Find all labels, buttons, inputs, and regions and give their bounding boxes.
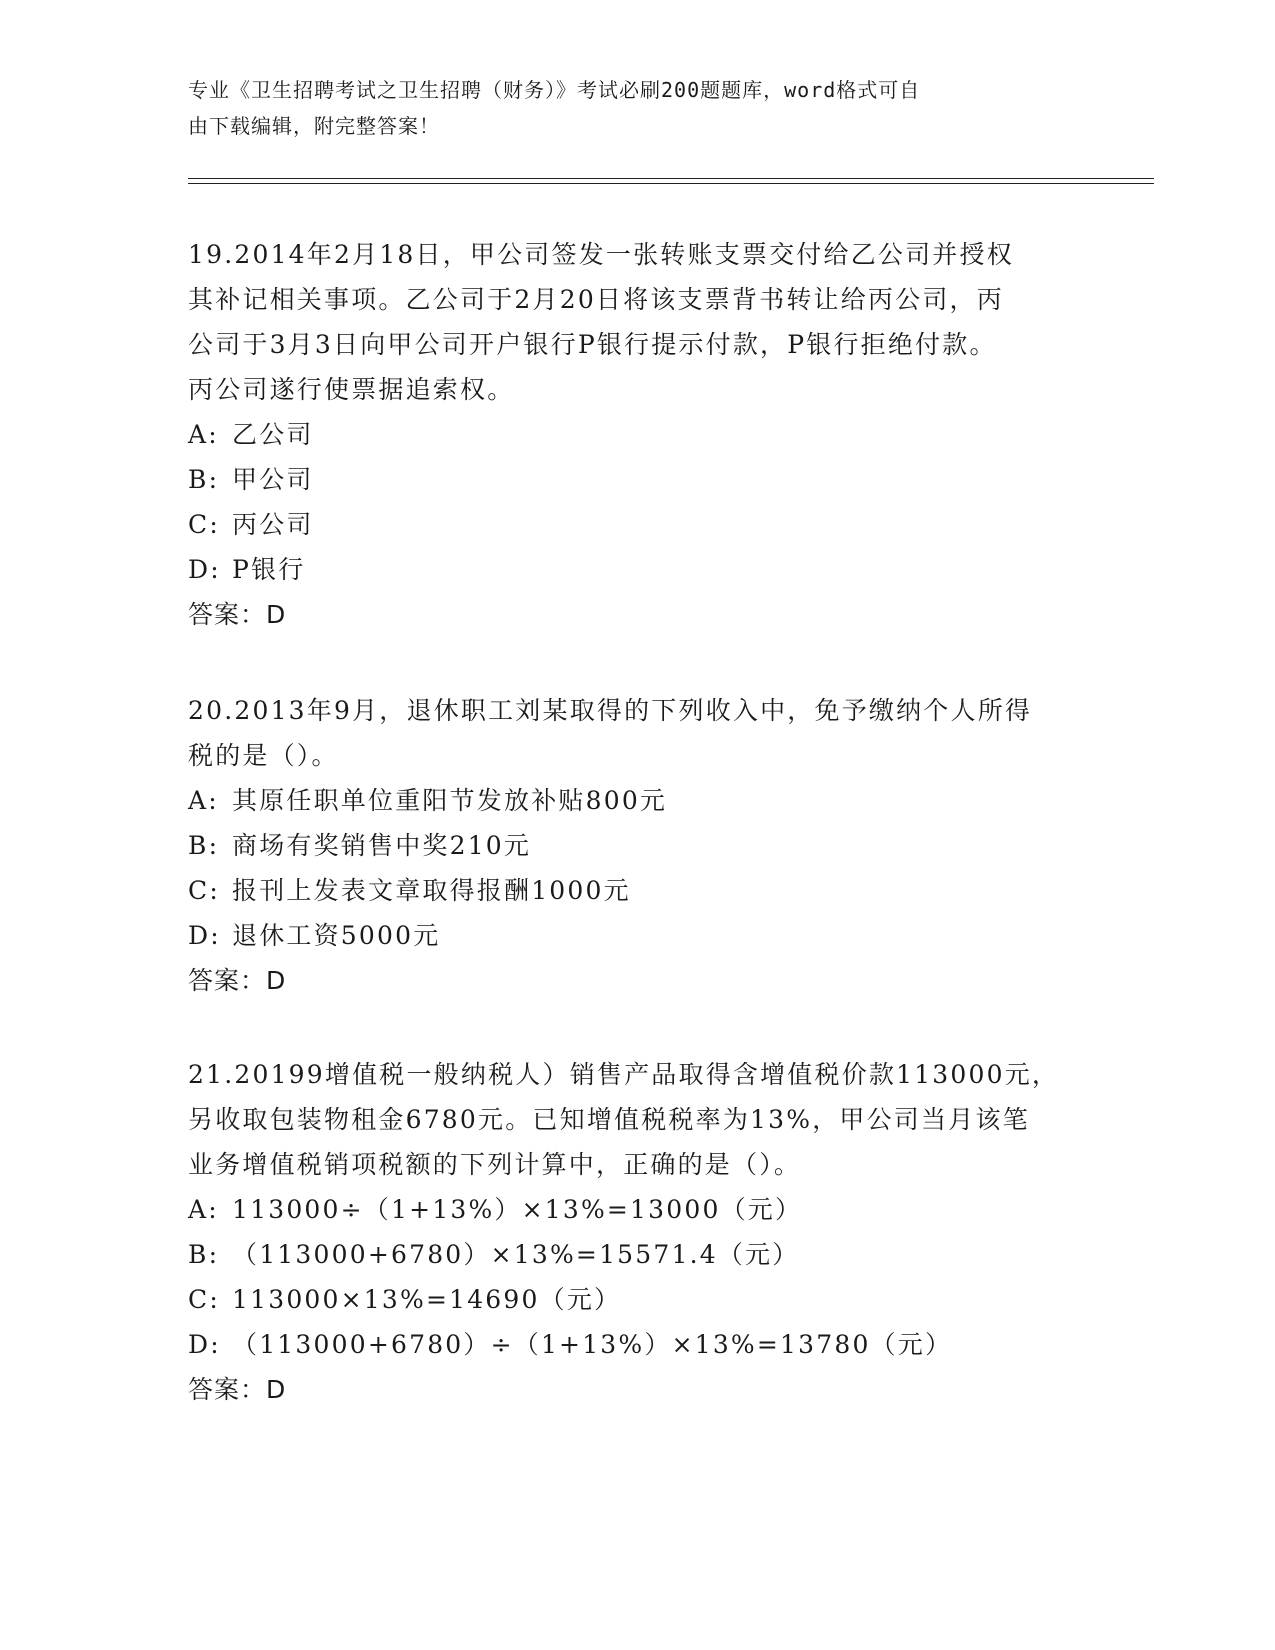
option-text: 其原任职单位重阳节发放补贴800元 <box>232 786 668 815</box>
header-line-2: 由下载编辑，附完整答案！ <box>188 114 440 138</box>
option-d <box>188 1322 1088 1367</box>
question-stem-line: 公司于3月3日向甲公司开户银行P银行提示付款，P银行拒绝付款。 <box>188 330 997 359</box>
option-key: A: <box>188 420 219 449</box>
option-key: D: <box>188 555 221 584</box>
option-text: 113000×13%=14690（元） <box>232 1285 622 1314</box>
option-text: 甲公司 <box>232 465 314 494</box>
question-20 <box>188 688 1088 1003</box>
document-header <box>188 72 1068 144</box>
option-text: P银行 <box>232 555 306 584</box>
option-c <box>188 868 1088 913</box>
question-19 <box>188 232 1088 637</box>
option-key: A: <box>188 786 219 815</box>
option-a <box>188 412 1088 457</box>
question-stem-line: 21.20199增值税一般纳税人）销售产品取得含增值税价款113000元， <box>188 1060 1060 1089</box>
question-stem-line: 税的是（）。 <box>188 741 339 770</box>
option-b <box>188 823 1088 868</box>
option-key: D: <box>188 1330 221 1359</box>
option-text: 商场有奖销售中奖210元 <box>232 831 532 860</box>
question-stem-line: 另收取包装物租金6780元。已知增值税税率为13%，甲公司当月该笔 <box>188 1105 1030 1134</box>
option-key: C: <box>188 876 220 905</box>
option-text: （113000+6780）×13%=15571.4（元） <box>232 1240 800 1269</box>
option-a <box>188 778 1088 823</box>
option-d <box>188 547 1088 592</box>
option-text: 113000÷（1+13%）×13%=13000（元） <box>232 1195 803 1224</box>
answer-line: 答案：D <box>188 966 287 995</box>
option-key: B: <box>188 1240 220 1269</box>
option-key: A: <box>188 1195 219 1224</box>
question-stem-line: 业务增值税销项税额的下列计算中，正确的是（）。 <box>188 1150 802 1179</box>
question-21 <box>188 1052 1088 1412</box>
option-key: C: <box>188 510 220 539</box>
question-stem-line: 19.2014年2月18日，甲公司签发一张转账支票交付给乙公司并授权 <box>188 240 1014 269</box>
option-c <box>188 502 1088 547</box>
answer-line: 答案：D <box>188 1375 287 1404</box>
option-text: 乙公司 <box>232 420 314 449</box>
option-key: B: <box>188 465 220 494</box>
option-key: C: <box>188 1285 220 1314</box>
option-c <box>188 1277 1088 1322</box>
option-text: 丙公司 <box>232 510 314 539</box>
option-text: （113000+6780）÷（1+13%）×13%=13780（元） <box>232 1330 953 1359</box>
header-divider-top <box>188 178 1154 179</box>
option-text: 报刊上发表文章取得报酬1000元 <box>232 876 631 905</box>
option-key: B: <box>188 831 220 860</box>
question-stem-line: 丙公司遂行使票据追索权。 <box>188 375 515 404</box>
answer-line: 答案：D <box>188 600 287 629</box>
question-stem-line: 20.2013年9月，退休职工刘某取得的下列收入中，免予缴纳个人所得 <box>188 696 1033 725</box>
option-key: D: <box>188 921 221 950</box>
option-a <box>188 1187 1088 1232</box>
header-line-1: 专业《卫生招聘考试之卫生招聘（财务）》考试必刷200题题库，word格式可自 <box>188 78 921 102</box>
option-b <box>188 457 1088 502</box>
option-text: 退休工资5000元 <box>232 921 441 950</box>
question-stem-line: 其补记相关事项。乙公司于2月20日将该支票背书转让给丙公司，丙 <box>188 285 1004 314</box>
option-d <box>188 913 1088 958</box>
header-divider-bottom <box>188 183 1154 184</box>
option-b <box>188 1232 1088 1277</box>
